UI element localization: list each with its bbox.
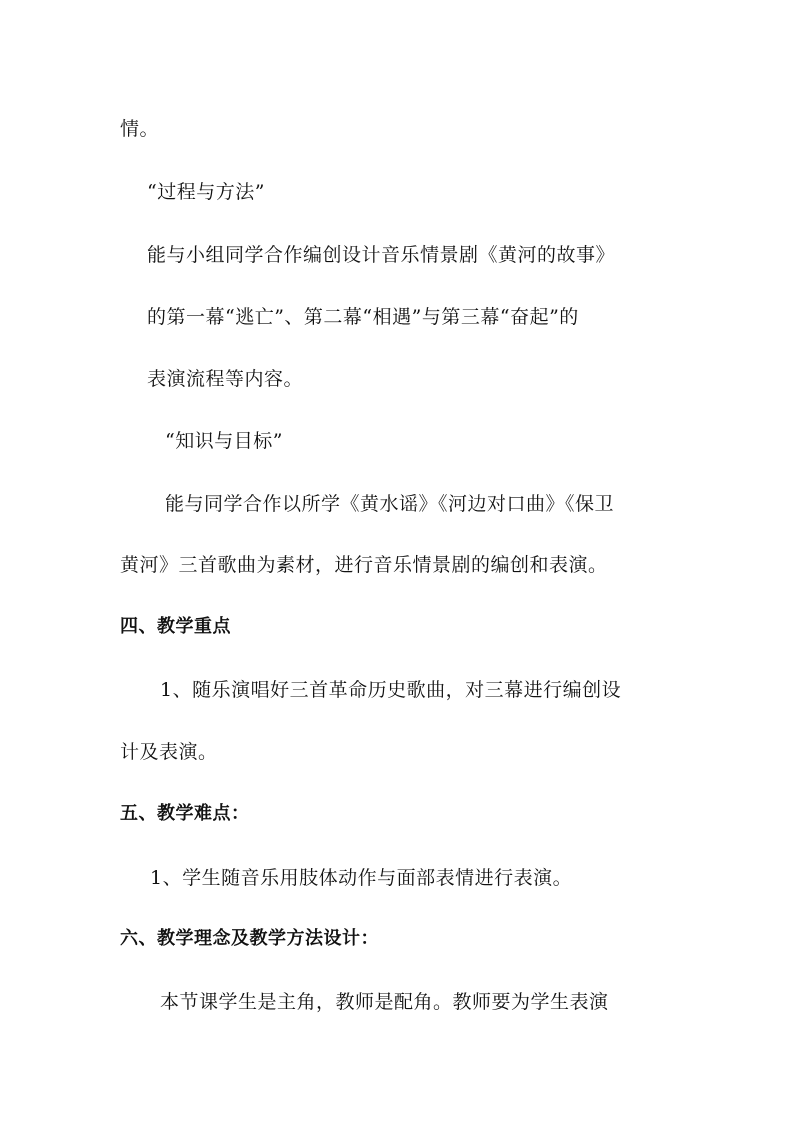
text-line: 能与小组同学合作编创设计音乐情景剧《黄河的故事》	[147, 244, 616, 266]
section-label-process-method: “过程与方法”	[147, 181, 265, 203]
text-line: 本节课学生是主角，教师是配角。教师要为学生表演	[160, 991, 609, 1013]
text-line: 的第一幕“逃亡”、第二幕“相遇”与第三幕“奋起”的	[147, 306, 579, 328]
text-line: 能与同学合作以所学《黄水谣》《河边对口曲》《保卫	[165, 493, 615, 515]
text-line: 表演流程等内容。	[147, 368, 304, 390]
text-line: 黄河》三首歌曲为素材，进行音乐情景剧的编创和表演。	[120, 554, 608, 576]
heading-teaching-difficulty: 五、教学难点：	[120, 803, 250, 824]
text-line: 情。	[120, 118, 160, 140]
text-line: 1、随乐演唱好三首革命历史歌曲，对三幕进行编创设	[160, 679, 622, 701]
heading-teaching-focus: 四、教学重点	[120, 616, 231, 637]
text-line: 1、学生随音乐用肢体动作与面部表情进行表演。	[150, 867, 573, 889]
section-label-knowledge-goal: “知识与目标”	[165, 430, 283, 452]
heading-teaching-philosophy: 六、教学理念及教学方法设计：	[120, 928, 379, 949]
text-line: 计及表演。	[120, 741, 218, 763]
